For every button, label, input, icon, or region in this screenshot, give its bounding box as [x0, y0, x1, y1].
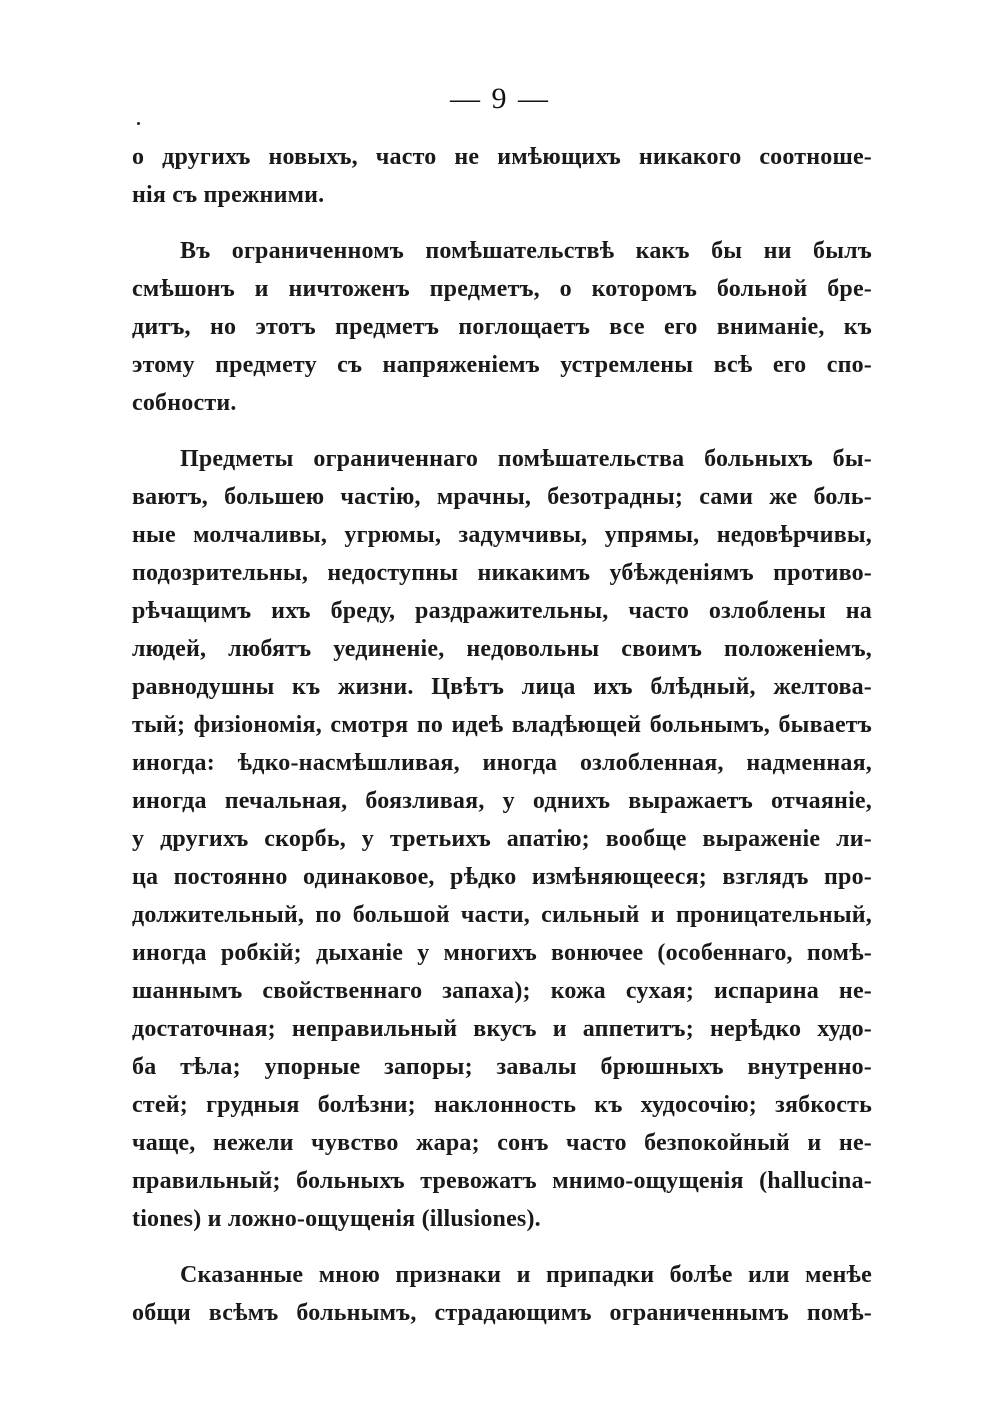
text-line: смѣшонъ и ничтоженъ предметъ, о которомъ больной бре- [132, 276, 872, 302]
text-line: tiones) и ложно-ощущенія (illusiones). [132, 1206, 541, 1232]
text-line: общи всѣмъ больнымъ, страдающимъ ограниченнымъ помѣ- [132, 1300, 872, 1326]
text-line: правильный; больныхъ тревожатъ мнимо-ощущенія (hallucina- [132, 1168, 872, 1194]
text-line: этому предмету съ напряженіемъ устремлены всѣ его спо- [132, 352, 872, 378]
paragraph [132, 138, 872, 214]
text-line: людей, любятъ уединеніе, недовольны своимъ положеніемъ, [132, 636, 872, 662]
text-line: у другихъ скорбь, у третьихъ апатію; вообще выраженіе ли- [132, 826, 872, 852]
text-line: шаннымъ свойственнаго запаха); кожа сухая; испарина не- [132, 978, 872, 1004]
text-line: Предметы ограниченнаго помѣшательства больныхъ бы- [180, 446, 872, 472]
text-line: чаще, нежели чувство жара; сонъ часто безпокойный и не- [132, 1130, 872, 1156]
text-line: иногда робкій; дыханіе у многихъ вонючее (особеннаго, помѣ- [132, 940, 872, 966]
text-line: тый; физіономія, смотря по идеѣ владѣющей больнымъ, бываетъ [132, 712, 872, 738]
paragraph [132, 232, 872, 422]
text-line: нія съ прежними. [132, 182, 325, 208]
text-line: подозрительны, недоступны никакимъ убѣжденіямъ противо- [132, 560, 872, 586]
text-line: Сказанные мною признаки и припадки болѣе или менѣе [180, 1262, 872, 1288]
text-line: ные молчаливы, угрюмы, задумчивы, упрямы, недовѣрчивы, [132, 522, 872, 548]
text-line: ваютъ, большею частію, мрачны, безотрадны; сами же боль- [132, 484, 872, 510]
text-line: равнодушны къ жизни. Цвѣтъ лица ихъ блѣдный, желтова- [132, 674, 872, 700]
text-line: достаточная; неправильный вкусъ и аппетитъ; нерѣдко худо- [132, 1016, 872, 1042]
text-line: должительный, по большой части, сильный и проницательный, [132, 902, 872, 928]
page-number: — 9 — [450, 82, 550, 115]
text-line: дитъ, но этотъ предметъ поглощаетъ все его вниманіе, къ [132, 314, 872, 340]
paragraph [132, 440, 872, 1238]
body-text [132, 138, 872, 1332]
text-line: собности. [132, 390, 237, 416]
ink-speck [137, 122, 140, 125]
text-line: о другихъ новыхъ, часто не имѣющихъ никакого соотноше- [132, 144, 872, 170]
text-line: ца постоянно одинаковое, рѣдко измѣняющееся; взглядъ про- [132, 864, 872, 890]
text-line: иногда: ѣдко-насмѣшливая, иногда озлобленная, надменная, [132, 750, 872, 776]
text-line: иногда печальная, боязливая, у однихъ выражаетъ отчаяніе, [132, 788, 872, 814]
text-line: Въ ограниченномъ помѣшательствѣ какъ бы ни былъ [180, 238, 872, 264]
text-line: ба тѣла; упорные запоры; завалы брюшныхъ внутренно- [132, 1054, 872, 1080]
text-line: рѣчащимъ ихъ бреду, раздражительны, часто озлоблены на [132, 598, 872, 624]
text-line: стей; грудныя болѣзни; наклонность къ худосочію; зябкость [132, 1092, 872, 1118]
paragraph [132, 1256, 872, 1332]
